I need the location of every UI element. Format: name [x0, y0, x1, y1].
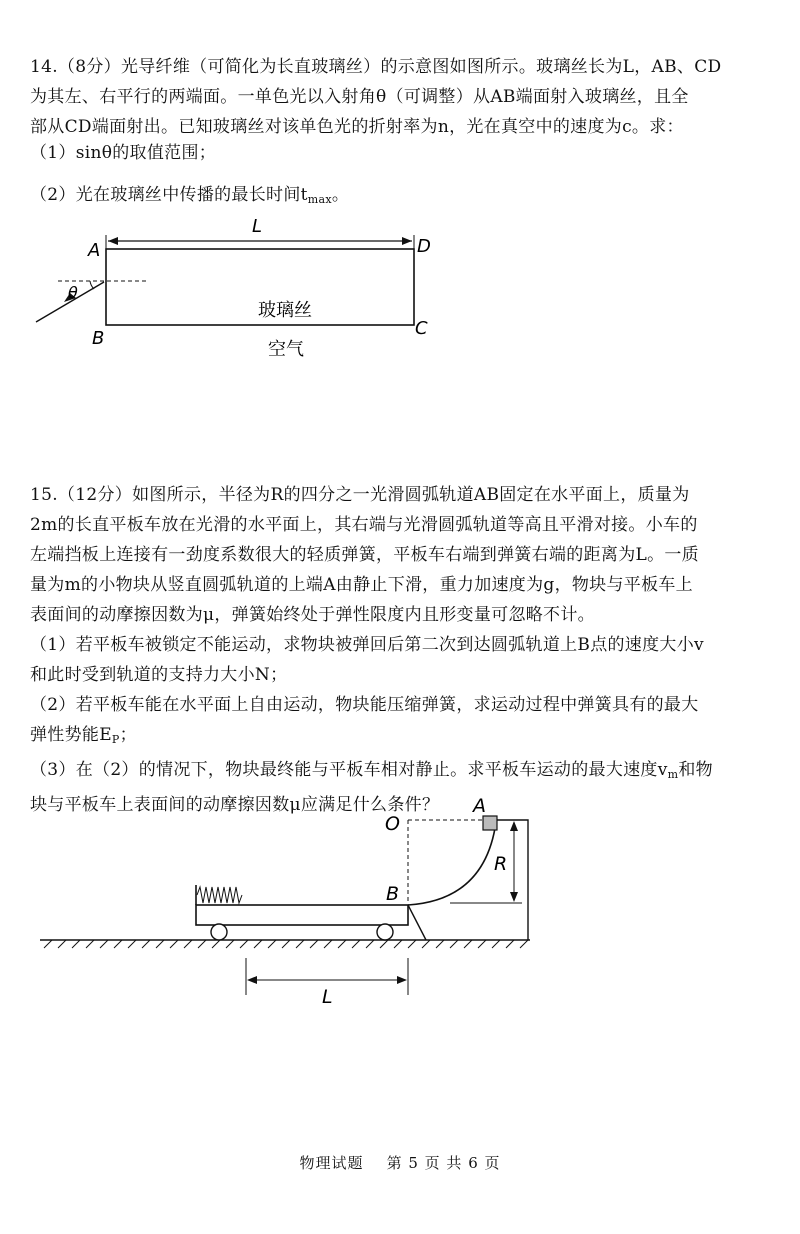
- track-support-slant: [408, 905, 426, 940]
- block: [483, 816, 497, 830]
- question-14-text: [30, 52, 770, 142]
- label-B: B: [92, 328, 105, 349]
- label-A: A: [473, 795, 486, 817]
- q15-line-2: 2m的长直平板车放在光滑的水平面上，其右端与光滑圆弧轨道等高且平滑对接。小车的: [30, 515, 698, 535]
- question-15-text: [30, 480, 770, 820]
- q15-part-2-ep-sub: P: [111, 733, 120, 746]
- label-theta: θ: [68, 283, 78, 302]
- theta-angle-arc: [90, 281, 94, 289]
- q15-line-4: 量为m的小物块从竖直圆弧轨道的上端A由静止下滑，重力加速度为g，物块与平板车上: [30, 575, 693, 595]
- q15-part-1-line-2: 和此时受到轨道的支持力大小N；: [30, 665, 288, 685]
- footer-page-number: 第 5 页 共 6 页: [386, 1154, 501, 1172]
- track-outer-frame: [496, 820, 528, 940]
- label-L: L: [252, 216, 263, 237]
- cart-wheel-right: [377, 924, 393, 940]
- cart-body: [196, 905, 408, 925]
- arc-track: [408, 822, 496, 905]
- q15-part-2-line-2: [30, 720, 770, 755]
- r-dim-arrow-bottom: [510, 892, 518, 902]
- r-dim-arrow-top: [510, 821, 518, 831]
- q14-part-1-text: （1）sinθ的取值范围；: [30, 143, 217, 163]
- footer-subject: 物理试题: [299, 1154, 364, 1172]
- q15-line-1: 15.（12分）如图所示，半径为R的四分之一光滑圆弧轨道AB固定在水平面上，质量为: [30, 485, 690, 505]
- label-C: C: [415, 318, 428, 339]
- q14-part-2-text: （2）光在玻璃丝中传播的最长时间t: [30, 185, 308, 205]
- q14-line-1: 14.（8分）光导纤维（可简化为长直玻璃丝）的示意图如图所示。玻璃丝长为L，AB、CD: [30, 57, 722, 77]
- length-arrow-left-head: [108, 237, 118, 245]
- spring: [197, 887, 242, 903]
- page-footer: [0, 1152, 800, 1173]
- label-L: L: [322, 986, 333, 1008]
- cart-wheel-left: [211, 924, 227, 940]
- q15-part-3-vm-sub: m: [667, 768, 679, 781]
- q14-part-1: [30, 138, 770, 168]
- q15-part-2-line-1: （2）若平板车能在水平面上自由运动，物块能压缩弹簧，求运动过程中弹簧具有的最大: [30, 695, 699, 715]
- q15-part-3-line-1: [30, 755, 770, 790]
- label-O: O: [385, 813, 400, 835]
- cart-track-diagram: [30, 790, 550, 1020]
- label-glass: 玻璃丝: [258, 300, 312, 321]
- q15-part-2-ep: 弹性势能E: [30, 725, 112, 745]
- label-air: 空气: [268, 339, 304, 360]
- l-dim-arrow-right: [397, 976, 407, 984]
- label-A: A: [88, 240, 101, 261]
- q15-part-3-line-2: 块与平板车上表面间的动摩擦因数μ应满足什么条件？: [30, 795, 440, 815]
- fiber-diagram: [20, 210, 480, 370]
- label-R: R: [494, 853, 508, 875]
- q14-part-2-subscript: max: [307, 193, 332, 206]
- label-B: B: [386, 883, 400, 905]
- q14-part-2-end: 。: [331, 185, 350, 205]
- length-arrow-right-head: [402, 237, 412, 245]
- q15-part-3-text: （3）在（2）的情况下，物块最终能与平板车相对静止。求平板车运动的最大速度v: [30, 760, 668, 780]
- q14-line-2: 为其左、右平行的两端面。一单色光以入射角θ（可调整）从AB端面射入玻璃丝，且全: [30, 87, 689, 107]
- l-dim-arrow-left: [247, 976, 257, 984]
- q14-line-3: 部从CD端面射出。已知玻璃丝对该单色光的折射率为n，光在真空中的速度为c。求：: [30, 117, 684, 137]
- label-D: D: [417, 236, 431, 257]
- q15-line-3: 左端挡板上连接有一劲度系数很大的轻质弹簧，平板车右端到弹簧右端的距离为L。一质: [30, 545, 699, 565]
- q15-part-1-line-1: （1）若平板车被锁定不能运动，求物块被弹回后第二次到达圆弧轨道上B点的速度大小v: [30, 635, 704, 655]
- q15-part-3-text-cont: 和物: [678, 760, 713, 780]
- q15-part-2-end: ；: [119, 725, 137, 745]
- ground-hatching: [44, 940, 528, 948]
- q15-line-5: 表面间的动摩擦因数为μ，弹簧始终处于弹性限度内且形变量可忽略不计。: [30, 605, 595, 625]
